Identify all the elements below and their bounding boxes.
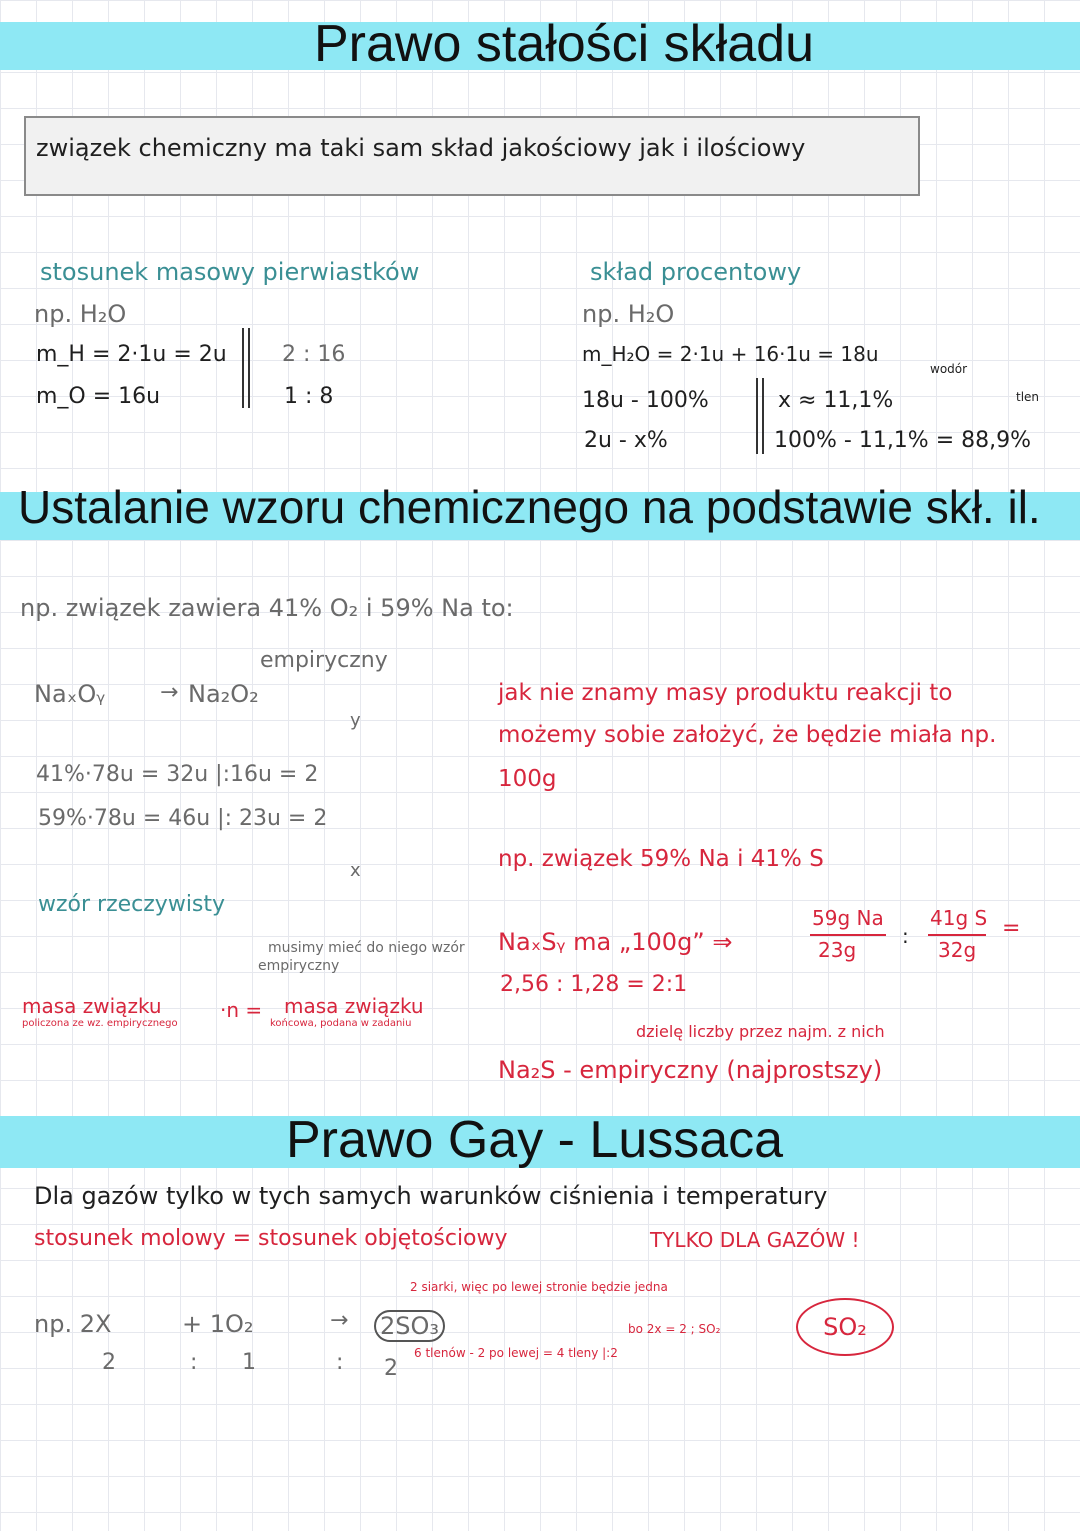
real-formula-label: wzór rzeczywisty xyxy=(38,892,226,917)
mass-eq-right: masa związku xyxy=(284,994,424,1018)
fraction1-bar xyxy=(810,934,886,936)
percent-line2a: 18u - 100% xyxy=(582,388,709,413)
percent-line1: m_H₂O = 2·1u + 16·1u = 18u xyxy=(582,342,879,366)
mass-ratio-divider-2 xyxy=(248,328,250,408)
gay-line2b: TYLKO DLA GAZÓW ! xyxy=(650,1228,860,1252)
gay-coef-1: 2 xyxy=(102,1350,116,1375)
percent-divider xyxy=(756,378,758,454)
formula-calc2: 59%·78u = 46u |: 23u = 2 xyxy=(38,806,328,831)
formula-eq-left: NaₓOᵧ xyxy=(34,680,106,708)
formula-intro: np. związek zawiera 41% O₂ i 59% Na to: xyxy=(20,594,514,622)
gay-eq-reactant2: + 1O₂ xyxy=(182,1310,254,1338)
gay-coef-colon-2: : xyxy=(336,1350,344,1375)
gay-line2a: stosunek molowy = stosunek objętościowy xyxy=(34,1226,508,1251)
mass-ratio-line1: m_H = 2·1u = 2u xyxy=(36,342,227,367)
fraction2-bar xyxy=(928,934,986,936)
example2-line1: NaₓSᵧ ma „100g” ⇒ xyxy=(498,928,733,956)
mass-ratio-line2: m_O = 16u xyxy=(36,384,161,409)
mass-ratio-value2: 1 : 8 xyxy=(284,384,334,409)
fraction2-bottom: 32g xyxy=(938,938,977,962)
fraction-equals: = xyxy=(1002,916,1021,941)
mass-ratio-heading: stosunek masowy pierwiastków xyxy=(40,258,420,286)
gay-eq-arrow: → xyxy=(330,1308,349,1333)
assume-line1: jak nie znamy masy produktu reakcji to xyxy=(498,680,953,706)
mass-ratio-divider xyxy=(242,328,244,408)
formula-y-mark: y xyxy=(350,710,361,731)
formula-eq-arrow: → xyxy=(160,680,179,705)
gay-eq-reactant1: np. 2X xyxy=(34,1310,112,1338)
percent-line3b: 100% - 11,1% = 88,9% xyxy=(774,428,1032,453)
mass-eq-operator: ·n = xyxy=(220,998,263,1022)
mass-eq-right-sub: końcowa, podana w zadaniu xyxy=(270,1018,412,1029)
need-note-2: empiryczny xyxy=(258,958,340,974)
fraction1-top: 59g Na xyxy=(812,906,884,930)
percent-example: np. H₂O xyxy=(582,300,675,328)
definition-text: związek chemiczny ma taki sam skład jakościowy jak i ilościowy xyxy=(36,134,806,162)
percent-line3a: 2u - x% xyxy=(584,428,668,453)
gay-note-bottom: 6 tlenów - 2 po lewej = 4 tleny |:2 xyxy=(414,1346,618,1360)
gay-line1: Dla gazów tylko w tych samych warunków ciśnienia i temperatury xyxy=(34,1182,828,1210)
fraction1-bottom: 23g xyxy=(818,938,857,962)
assume-line2: możemy sobie założyć, że będzie miała np. xyxy=(498,722,997,748)
formula-calc1: 41%·78u = 32u |:16u = 2 xyxy=(36,762,319,787)
mass-eq-left-sub: policzona ze wz. empirycznego xyxy=(22,1018,178,1029)
gay-answer: SO₂ xyxy=(796,1298,894,1356)
gay-note-right: bo 2x = 2 ; SO₂ xyxy=(628,1322,721,1336)
divide-note: dzielę liczby przez najm. z nich xyxy=(636,1022,885,1041)
section-title-1: Prawo stałości składu xyxy=(314,15,814,73)
mass-ratio-value1: 2 : 16 xyxy=(282,342,346,367)
assume-line3: 100g xyxy=(498,766,557,792)
fraction2-top: 41g S xyxy=(930,906,988,930)
need-note-1: musimy mieć do niego wzór xyxy=(268,940,465,956)
fraction-colon: : xyxy=(902,924,909,948)
example2-line2: 2,56 : 1,28 = 2:1 xyxy=(500,972,688,997)
gay-coef-2: 1 xyxy=(242,1350,256,1375)
gay-eq-product: 2SO₃ xyxy=(374,1310,445,1342)
formula-eq-right: Na₂O₂ xyxy=(188,680,259,708)
percent-note-h: wodór xyxy=(930,362,968,376)
example2-heading: np. związek 59% Na i 41% S xyxy=(498,846,824,872)
mass-ratio-example: np. H₂O xyxy=(34,300,127,328)
gay-coef-3: 2 xyxy=(384,1356,398,1381)
percent-note-o: tlen xyxy=(1016,390,1040,404)
section-title-2: Ustalanie wzoru chemicznego na podstawie skł. il. xyxy=(18,481,1041,533)
gay-coef-colon-1: : xyxy=(190,1350,198,1375)
percent-line2b: x ≈ 11,1% xyxy=(778,388,894,413)
gay-note-top: 2 siarki, więc po lewej stronie będzie jedna xyxy=(410,1280,668,1294)
formula-x-mark: x xyxy=(350,860,361,881)
example2-result: Na₂S - empiryczny (najprostszy) xyxy=(498,1056,883,1084)
percent-heading: skład procentowy xyxy=(590,258,802,286)
formula-empirical-label: empiryczny xyxy=(260,648,388,673)
mass-eq-left: masa związku xyxy=(22,994,162,1018)
section-title-3: Prawo Gay - Lussaca xyxy=(286,1111,784,1169)
percent-divider-2 xyxy=(762,378,764,454)
